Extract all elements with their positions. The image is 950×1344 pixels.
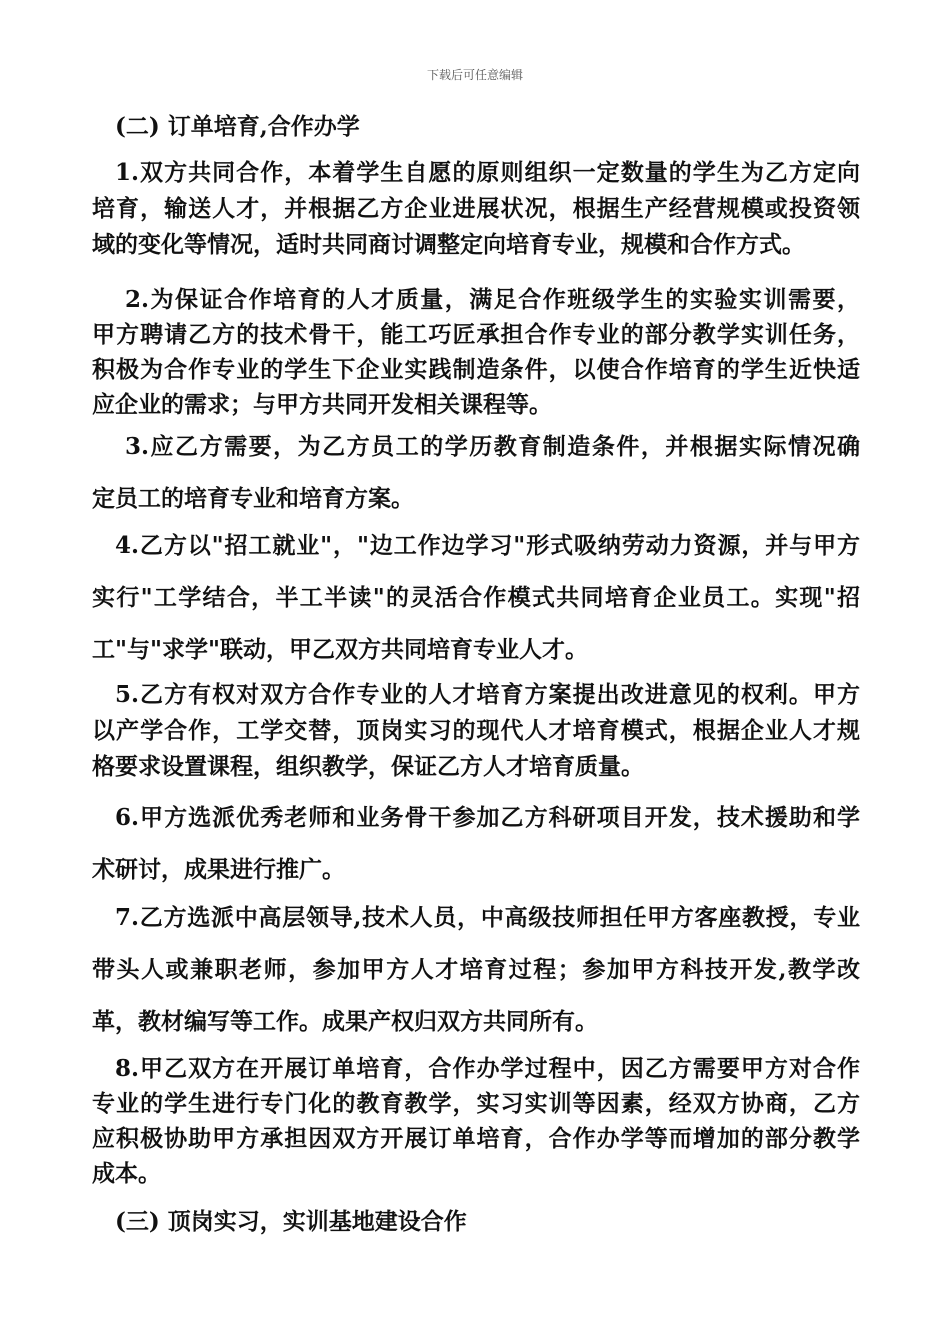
paragraph-line: 革，教材编写等工作。成果产权归双方共同所有。: [92, 1008, 598, 1035]
paragraph-line: 4.乙方以"招工就业"，"边工作边学习"形式吸纳劳动力资源，并与甲方: [115, 532, 860, 559]
page-header-note: 下载后可任意编辑: [426, 68, 523, 82]
paragraph-1: [92, 155, 860, 263]
paragraph-line: 培育，输送人才，并根据乙方企业进展状况，根据生产经营规模或投资领: [92, 195, 860, 222]
paragraph-line: 6.甲方选派优秀老师和业务骨干参加乙方科研项目开发，技术援助和学: [115, 804, 860, 831]
paragraph-line: 定员工的培育专业和培育方案。: [92, 485, 414, 512]
paragraph-line: 成本。: [92, 1160, 161, 1187]
paragraph-line: 格要求设置课程，组织教学，保证乙方人才培育质量。: [92, 753, 644, 780]
paragraph-4: [92, 520, 860, 676]
paragraph-line: 5.乙方有权对双方合作专业的人才培育方案提出改进意见的权利。甲方: [115, 681, 860, 708]
paragraph-line: 应企业的需求；与甲方共同开发相关课程等。: [92, 391, 552, 418]
paragraph-line: 域的变化等情况，适时共同商讨调整定向培育专业，规模和合作方式。: [92, 231, 805, 258]
paragraph-8: [92, 1051, 860, 1191]
paragraph-line: 甲方聘请乙方的技术骨干，能工巧匠承担合作专业的部分教学实训任务，: [92, 321, 860, 348]
paragraph-3: [92, 421, 860, 525]
paragraph-line: 积极为合作专业的学生下企业实践制造条件，以使合作培育的学生近快适: [92, 356, 860, 383]
paragraph-2: [92, 282, 860, 422]
paragraph-line: 带头人或兼职老师，参加甲方人才培育过程；参加甲方科技开发,教学改: [92, 956, 860, 983]
paragraph-line: 7.乙方选派中高层领导,技术人员，中高级技师担任甲方客座教授，专业: [115, 904, 860, 931]
section-heading-internship: (三) 顶岗实习，实训基地建设合作: [115, 1208, 467, 1235]
paragraph-6: [92, 792, 860, 896]
paragraph-line: 以产学合作，工学交替，顶岗实习的现代人才培育模式，根据企业人才规: [92, 717, 860, 744]
paragraph-line: 实行"工学结合，半工半读"的灵活合作模式共同培育企业员工。实现"招: [92, 584, 860, 611]
paragraph-7: [92, 892, 860, 1048]
paragraph-line: 2.为保证合作培育的人才质量，满足合作班级学生的实验实训需要，: [125, 286, 860, 313]
paragraph-line: 8.甲乙双方在开展订单培育，合作办学过程中，因乙方需要甲方对合作: [115, 1055, 860, 1082]
paragraph-line: 工"与"求学"联动，甲乙双方共同培育专业人才。: [92, 636, 588, 663]
paragraph-line: 术研讨，成果进行推广。: [92, 856, 345, 883]
paragraph-line: 专业的学生进行专门化的教育教学，实习实训等因素，经双方协商，乙方: [92, 1090, 860, 1117]
paragraph-line: 应积极协助甲方承担因双方开展订单培育，合作办学等而增加的部分教学: [92, 1125, 860, 1152]
section-heading-order-training: (二) 订单培育,合作办学: [115, 113, 360, 140]
paragraph-line: 3.应乙方需要，为乙方员工的学历教育制造条件，并根据实际情况确: [125, 433, 860, 460]
paragraph-line: 1.双方共同合作，本着学生自愿的原则组织一定数量的学生为乙方定向: [115, 159, 860, 186]
paragraph-5: [92, 677, 860, 785]
